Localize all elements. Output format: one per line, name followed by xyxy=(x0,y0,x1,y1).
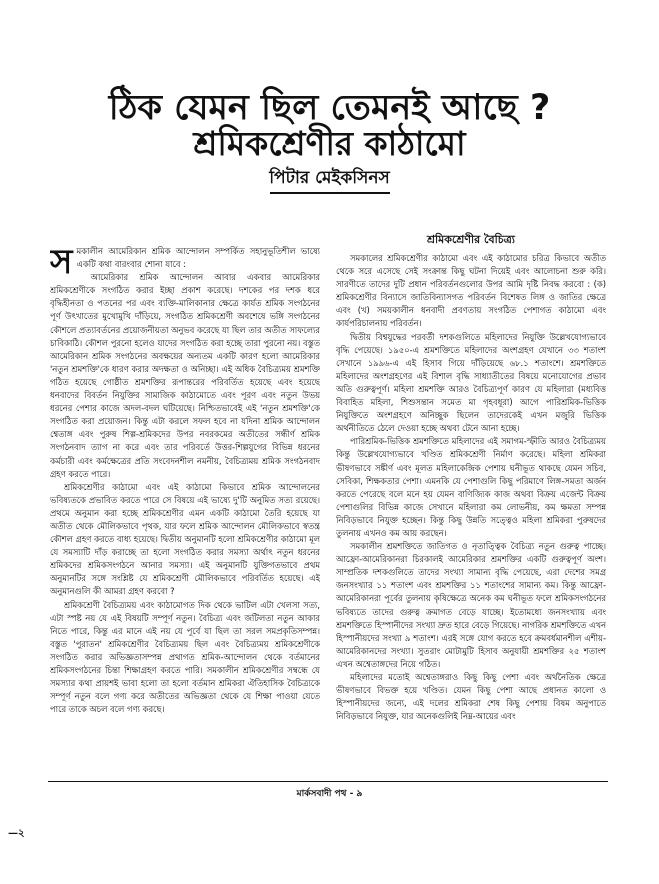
right-paragraph-3: পারিশ্রমিক-ভিত্তিক শ্রমশক্তিতে মহিলাদের এই সমাগম-স্ফীতি আরও বৈচিত্র্যময় কিন্তু উল্লেখযোগ্যভাবে খণ্ডিত শ্রমিকশ্রেণী নির্মাণ করেছে। মহিলা শ্রমিকরা ভীষণভাবে সঙ্কীর্ণ এবং মূলত মহিলাকেন্দ্রিক পেশায় ঘনীভূত থাকছে যেমন সচিব, সেবিকা, শিক্ষকতার পেশা। এমনকি যে পেশাগুলি কিছু পরিমাণে লিঙ্গ-সমতা অর্জন করতে পেরেছে বলে মনে হয় যেমন বাণিজ্যিক কাজ অথবা বিক্রয় এজেন্ট বিক্রয় পেশাগুলির বিভিন্ন কাজে সেখানে মহিলারা কম লোভনীয়, কম ক্ষমতা সম্পন্ন নিবিড়ভাবে নিযুক্ত হচ্ছেন। কিন্তু কিছু উন্নতি সত্ত্বেও মহিলা শ্রমিকরা পুরুষদের তুলনায় এখনও কম আয় করছেন। xyxy=(336,436,606,538)
article-author: পিটার মেইকসিনস xyxy=(269,168,390,188)
article-subtitle: শ্রমিকশ্রেণীর কাঠামো xyxy=(193,124,466,163)
left-column xyxy=(50,245,320,745)
right-paragraph-4: সমকালীন শ্রমশক্তিতে জাতিগত ও নৃতাত্ত্বিক বৈচিত্র্য নতুন গুরুত্ব পাচ্ছে। আফ্রো-আমেরিকানরা চিরকালই আমেরিকার শ্রমশক্তির একটি গুরুত্বপূর্ণ অংশ। সাম্প্রতিক দশকগুলিতে তাদের সংখ্যা সামান্য বৃদ্ধি পেয়েছে, এরা দেশের সমগ্র জনসংখ্যার ১১ শতাংশ এবং শ্রমশক্তির ১১ শতাংশের সামান্য কম। কিন্তু আফ্রো-আমেরিকানরা পূর্বের তুলনায় কৃষিক্ষেত্রে অনেক কম ঘনীভূত ফলে শ্রমিকসংগঠনের ভবিষ্যতে তাদের গুরুত্ব ক্রমাগত বেড়ে যাচ্ছে। ইতোমধ্যে জনসংখ্যায় এবং শ্রমশক্তিতে হিস্পানীদের সংখ্যা দ্রুত হারে বেড়ে গিয়েছে। নাগরিক শ্রমশক্তিতে এখন হিস্পানীয়দের সংখ্যা ৯ শতাংশ। এরই সঙ্গে যোগ করতে হবে ক্রমবর্ধমানশীল এশীয়-আমেরিকানদের সংখ্যা। সুতরাং মোটামুটি হিসাব অনুযায়ী শ্রমশক্তির ২৫ শতাংশ এখন অশ্বেতাঙ্গদের নিয়ে গঠিত। xyxy=(336,541,606,669)
left-paragraph-1-text: মকালীন আমেরিকান শ্রমিক আন্দোলন সম্পর্কিত সহানুভূতিশীল ভাষ্যে একটি কথা বারংবার শোনা যাবে : xyxy=(76,246,320,270)
left-paragraph-4: শ্রমিকশ্রেণী বৈচিত্র্যময় এবং কাঠামোগত দিক থেকে ভাটিল এটা খেলসা সত্য, এটা স্পষ্ট নয় যে এই বিষয়টি সম্পূর্ণ নতুন। বৈচিত্র্য এবং জটিলতা নতুন আকার নিতে পারে, কিন্তু এর মানে এই নয় যে পূর্বে যা ছিল তা সরল সমপ্রকৃতিসম্পন্ন। বস্তুত 'পুরাতন' শ্রমিকশ্রেণীর বৈচিত্র্যময় ছিল এবং বৈচিত্র্যময় শ্রমিকশ্রেণীকে সংগঠিত করার অভিজ্ঞতাসম্পন্ন প্রথাগত শ্রমিক-আন্দোলন থেকে বর্তমানের শ্রমিকসংগঠনের চিন্তা শিক্ষাগ্রহণ করতে পারি। সমকালীন শ্রমিকশ্রেণীর সম্বন্ধে যে সমস্যার কথা প্রায়শই ভাবা হলো তা হলো বর্তমান শ্রমিকরা ঐতিহাসিক বৈচিত্র্যকে সম্পূর্ণ নতুন বলে গণ্য করে অতীতের অভিজ্ঞতা থেকে যে শিক্ষা পাওয়া যেতে পারে তাকে অচল বলে গণ্য করছে। xyxy=(50,599,320,715)
left-paragraph-1 xyxy=(50,245,320,282)
drop-cap: স xyxy=(50,245,73,282)
footer-rule xyxy=(48,781,608,782)
left-paragraph-3: শ্রমিকশ্রেণীর কাঠামো এবং এই কাঠামো কিভাবে শ্রমিক আন্দোলনের ভবিষ্যতকে প্রভাবিত করতে পারে সে বিষয়ে এই ভাষ্যে দু'টি অনুমিত সত্য রয়েছে। প্রথমে অনুমান করা হচ্ছে শ্রমিকশ্রেণীর এমন একটি কাঠামো তৈরি হয়েছে যা অতীত থেকে মৌলিকভাবে পৃথক, যার ফলে শ্রমিক আন্দোলন মৌলিকভাবে স্বতন্ত্র কৌশল গ্রহণ করতে বাধ্য হয়েছে। দ্বিতীয় অনুমানটি হলো শ্রমিকশ্রেণীর কাঠামো মূল যে সমস্যাটি দাঁড় করাচ্ছে তা হলো সংগঠিত করার সমস্যা অর্থাৎ নতুন ধরনের শ্রমিকদের শ্রমিকসংগঠনে আনার সমস্যা। এই অনুমানটি যুক্তিগতভাবে প্রথম অনুমানটির সঙ্গে সংশ্লিষ্ট যে শ্রমিকশ্রেণী মৌলিকভাবে পরিবর্তিত হয়েছে। এই অনুমানগুলি কী আমরা গ্রহণ করবো ? xyxy=(50,481,320,597)
left-paragraph-2: আমেরিকার শ্রমিক আন্দোলন আবার একবার আমেরিকার শ্রমিকশ্রেণীকে সংগঠিত করার ইচ্ছা প্রকাশ করেছে। দশকের পর দশক ধরে বৃদ্ধিহীনতা ও পতনের পর এবং ব্যক্তি-মালিকানার ক্ষেত্রে কার্যত শ্রমিক সংগঠনের পূর্ণ উৎখাতের মুখোমুখি দাঁড়িয়ে, সংগঠিত শ্রমিকশ্রেণী অবশেষে ভঙ্গি সংগঠনের কৌশলে প্রত্যাবর্তনের প্রয়োজনীয়তা অনুভব করেছে যা ছিল তার অতীত সাফল্যের চাবিকাঠি। কৌশল পুরনো হলেও যাদের সংগঠিত করা হচ্ছে তারা পুরনো নয়। বস্তুত আমেরিকান শ্রমিক সংগঠনের অবক্ষয়ের অন্যতম একটি কারণ হলো আমেরিকার 'নতুন শ্রমশক্তি'কে ধারণ করার অদক্ষতা ও অনিচ্ছা। এই অধিক বৈচিত্র্যময় শ্রমশক্তি গঠিত হয়েছে গোষ্ঠীত শ্রমশক্তির রূপান্তরের পরিবর্তিত হয়েছে এবং হয়েছে ধনবাদের বিবর্তন নিযুক্তির সামাজিক কাঠামোতে এবং পূরণ এবং নতুন উভয় ধরনের পেশার কাজে অদল-বদল ঘটিয়েছে। নিশ্চিতভাবেই এই 'নতুন শ্রমশক্তি'কে সংগঠিত করা প্রয়োজন। কিন্তু এটা করলে সফল হবে না যদিনা শ্রমিক আন্দোলন শ্বেতাঙ্গ এবং পুরুষ শিল্প-শ্রমিকদের উপর নবরকমের অতীতের সন্ধীর্ণ শ্রমিক সংগঠনবাদ ত্যাগ না করে এবং তার পরিবর্তে উত্তর-শিল্পযুগের বিভিন্ন ধরনের কর্মচারী এবং কর্মক্ষেত্রের প্রতি সংবেদনশীল নমনীয়, বৈচিত্র্যময় শ্রমিক সংগঠনবাদ গ্রহণ করতে পারে। xyxy=(50,272,320,479)
article-title: ঠিক যেমন ছিল তেমনই আছে ? xyxy=(108,88,551,128)
right-paragraph-2: দ্বিতীয় বিশ্বযুদ্ধের পরবর্তী দশকগুলিতে মহিলাদের নিযুক্তি উল্লেখযোগ্যভাবে বৃদ্ধি পেয়েছে। ১৯৫০-এ শ্রমশক্তিতে মহিলাদের অংশগ্রহণ যেখানে ৩৩ শতাংশ সেখানে ১৯৯৬-এ এই হিসাব গিয়ে দাঁড়িয়েছে ৬৮.১ শতাংশে। শ্রমশক্তিতে মহিলাদের অংশগ্রহণের এই বিশাল বৃদ্ধি সাধ্যাতীতের বিষয়ে মনোযোগের প্রভাব অতি গুরুত্বপূর্ণ। মহিলা শ্রমশক্তি আরও বৈচিত্র্যপূর্ণ কারণ যে মহিলারা (মধ্যবিত্ত বিবাহিত মহিলা, শিশুসন্তান সমেত মা গৃহবধূরা) আগে পারিশ্রমিক-ভিত্তিক নিযুক্তিতে অংশগ্রহণে অনিচ্ছুক ছিলেন তাদেরকেই এখন মজুরি ভিত্তিক অর্থনীতিতে ঠেলে দেওয়া হচ্ছে অথবা টেনে আনা হচ্ছে। xyxy=(336,331,606,434)
section-heading: শ্রমিকশ্রেণীর বৈচিত্র্য xyxy=(427,233,515,246)
page-footer: মার্কসবাদী পথ - ৯ xyxy=(296,789,363,799)
right-paragraph-1: সমকালের শ্রমিকশ্রেণীর কাঠামো এবং এই কাঠামোর চরিত্র কিভাবে অতীত থেকে সরে এসেছে সেই সংক্রান্ত কিছু ঘটনা দিয়েই এবং আলোচনা শুরু করি। সারণীতে তাদের দুটি প্রধান পরিবর্তনগুলোর উপর আমি দৃষ্টি নিবদ্ধ করবো : (ক) শ্রমিকশ্রেণীর বিন্যাসে জাতিবিন্যাসগত পরিবর্তন বিশেষত লিঙ্গ ও জাতির ক্ষেত্রে এবং (খ) সময়কালীন ধনবাদী প্রবণতায় সংগঠিত পেশাগত কাঠামো এবং কার্যপরিচালনায় পরিবর্তন। xyxy=(336,253,606,329)
margin-page-number: —২ xyxy=(8,828,25,839)
author-underline xyxy=(270,192,390,194)
right-column xyxy=(336,232,606,770)
right-paragraph-5: মহিলাদের মতোই অশ্বেতাঙ্গরাও কিছু কিছু পেশা এবং অর্থনৈতিক ক্ষেত্রে ভীষণভাবে বিভক্ত হয়ে খণ্ডিত। যেমন কিছু পেশা আছে প্রধানত কালো ও হিস্পানীয়দের জন্যে, এই দলের শ্রমিকরা শেষ কিছু পেশায় বিষম অনুপাতে নিবিড়ভাবে নিযুক্ত, যার অনেকগুলিই নিম্ন-আয়ের এবং xyxy=(336,672,606,722)
